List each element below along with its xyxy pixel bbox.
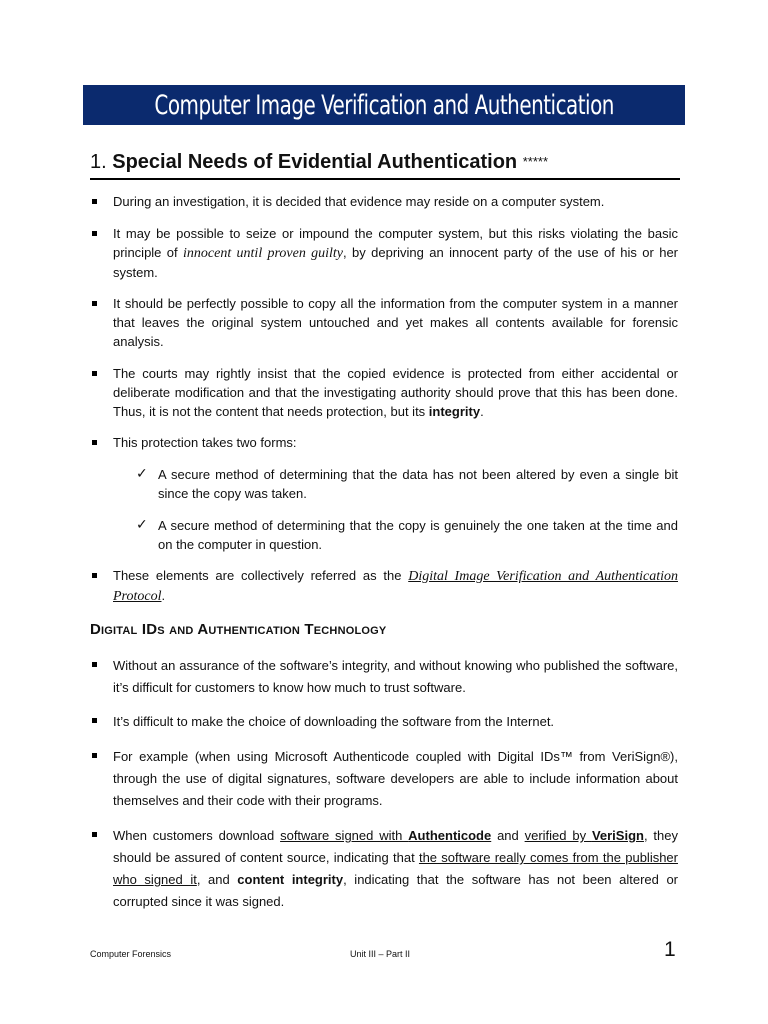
list-item-text: .: [161, 588, 166, 603]
list-item: [90, 433, 678, 452]
underlined-phrase: the software really comes from the publisher who signed it: [113, 850, 678, 887]
section-2-heading: Digital IDs and Authentication Technology: [90, 621, 387, 638]
list-item-text: , indicating that the software has not been altered or corrupted since it was signed.: [113, 872, 678, 909]
list-item-text: It’s difficult to make the choice of downloading the software from the Internet.: [113, 714, 555, 729]
list-item-text: .: [480, 404, 484, 419]
sub-list: [90, 516, 678, 554]
footer-course-name: Computer Forensics: [90, 949, 172, 959]
list-item-text: It may be possible to seize or impound the computer system, but this risks violating the basic principle of: [113, 226, 678, 260]
list-item: [90, 655, 678, 699]
list-item-text: The courts may rightly insist that the copied evidence is protected from either accidental or deliberate modification and that the investigating authority should prove that this has been done. Thus, it is not the content that needs protection, but its: [113, 366, 678, 419]
list-item: [90, 746, 678, 812]
sub-list: [90, 465, 678, 503]
checkmark-icon: ✓: [136, 465, 148, 481]
section-1-list: [90, 294, 678, 351]
sub-list-item: [90, 465, 678, 503]
sub-list-item: [90, 516, 678, 554]
list-item-text: When customers download: [113, 828, 281, 843]
section-1-heading: [90, 148, 680, 180]
section-1-list: [90, 566, 678, 606]
footer-unit: Unit III – Part II: [350, 949, 411, 959]
section-1-list: [90, 364, 678, 421]
list-item-text: , and: [196, 872, 238, 887]
underlined-bold-term: Authenticode: [408, 828, 492, 843]
list-item: [90, 294, 678, 351]
sub-item-text: A secure method of determining that the copy is genuinely the one taken at the time and on the computer in question.: [158, 518, 678, 552]
document-title-banner: [83, 85, 685, 125]
section-number: 1.: [90, 151, 107, 173]
section-2-list: [90, 655, 678, 699]
list-item: [90, 566, 678, 606]
section-title: Special Needs of Evidential Authentication: [112, 151, 518, 173]
list-item-text: Without an assurance of the software’s integrity, and without knowing who published the software, it’s difficult for customers to know how much to trust software.: [113, 658, 678, 695]
italic-phrase: innocent until proven guilty: [183, 246, 344, 261]
section-1-list: [90, 433, 678, 452]
section-2-list: [90, 825, 678, 913]
list-item-text: For example (when using Microsoft Authenticode coupled with Digital IDs™ from VeriSign®), through the use of digital signatures, software developers are able to include information about themselves and their code with their programs.: [113, 749, 678, 808]
protocol-link[interactable]: Digital Image Verification and Authentication Protocol: [113, 569, 678, 604]
list-item-text: During an investigation, it is decided that evidence may reside on a computer system.: [113, 194, 605, 209]
list-item-text: and: [491, 828, 525, 843]
sub-item-text: A secure method of determining that the data has not been altered by even a single bit since the copy was taken.: [158, 467, 678, 501]
bold-term: integrity: [428, 404, 481, 419]
list-item-text: , by depriving an innocent party of the use of his or her system.: [113, 245, 678, 280]
list-item-text: , they should be assured of content source, indicating that: [113, 828, 678, 865]
importance-stars: *****: [522, 154, 549, 169]
list-item: [90, 192, 678, 211]
section-1-list: [90, 192, 678, 211]
list-item-text: These elements are collectively referred as the: [113, 568, 409, 583]
document-title: Computer Image Verification and Authentication: [154, 89, 614, 121]
list-item-text: This protection takes two forms:: [113, 435, 297, 450]
page-number: 1: [664, 938, 676, 961]
section-2-list: [90, 746, 678, 812]
underlined-phrase: verified by: [524, 828, 592, 843]
list-item-text: It should be perfectly possible to copy all the information from the computer system in a manner that leaves the original system untouched and yet makes all contents available for forensic analysis.: [113, 296, 678, 349]
checkmark-icon: ✓: [136, 516, 148, 532]
list-item: [90, 364, 678, 421]
bold-term: content integrity: [237, 872, 344, 887]
list-item: [90, 224, 678, 282]
underlined-bold-term: VeriSign: [591, 828, 644, 843]
list-item: [90, 825, 678, 913]
list-item: [90, 711, 678, 733]
section-2-list: [90, 711, 678, 733]
underlined-phrase: software signed with: [280, 828, 409, 843]
section-1-list: [90, 224, 678, 282]
